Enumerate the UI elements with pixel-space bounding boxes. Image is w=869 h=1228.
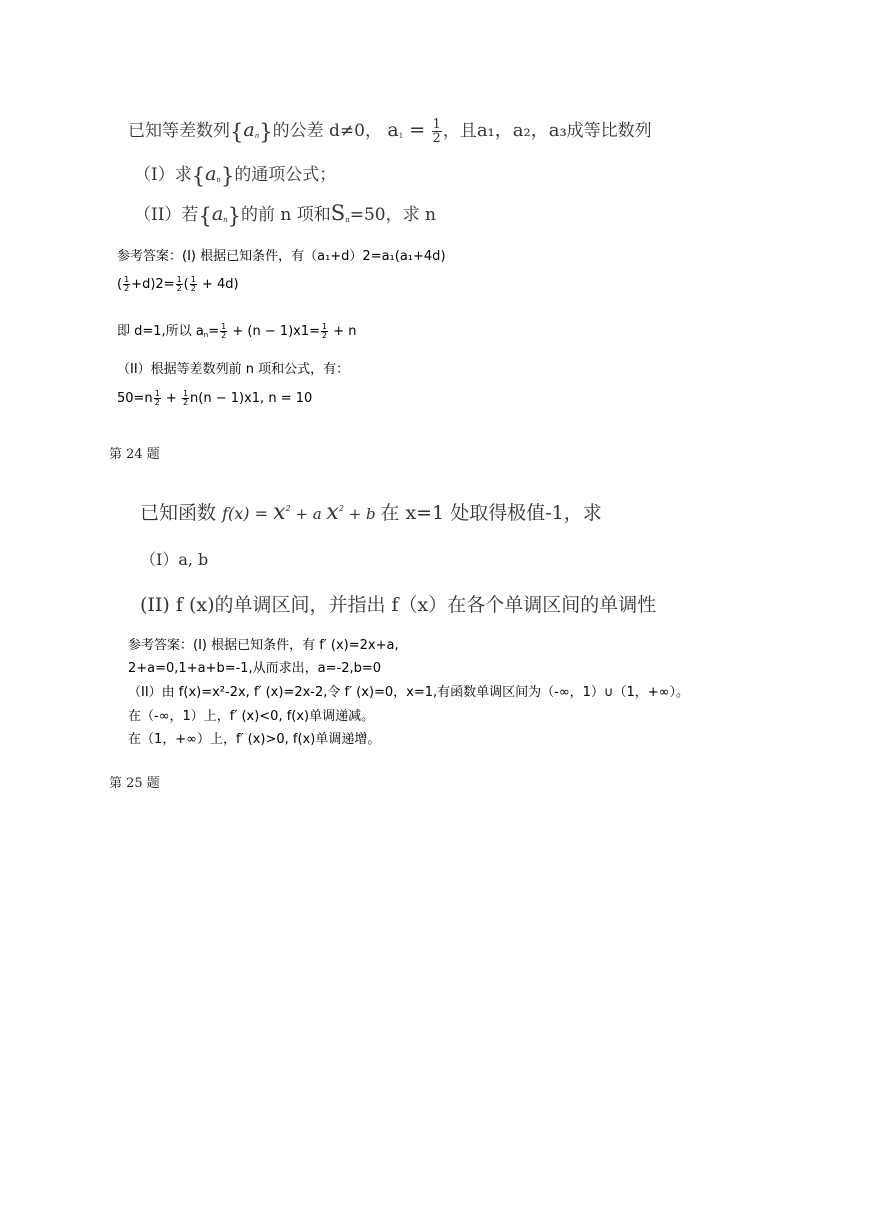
q23-stem — [128, 116, 652, 145]
q23-part2-label: （II）若 — [134, 205, 199, 225]
brace-close: } — [220, 164, 235, 188]
sn-symbol: Sn — [330, 201, 350, 225]
x-squared-term: $x^2$ — [273, 500, 291, 525]
fraction: $\frac{1}{2}$ — [154, 389, 160, 407]
q24-part2: (II) f (x)的单调区间，并指出 f（x）在各个单调区间的单调性 — [140, 594, 657, 616]
q23-stem-tail: ，且 — [442, 121, 477, 141]
brace-close: } — [259, 120, 273, 144]
q23-answer-line4: （II）根据等差数列前 n 项和公式，有： — [117, 362, 350, 377]
question-24-heading: 第 24 题 — [109, 447, 160, 462]
q23-part1 — [134, 160, 336, 188]
fraction: $\frac{1}{2}$ — [182, 389, 189, 407]
q24-answer-line4: 在（-∞，1）上，f′ (x)<0, f(x)单调递减。 — [128, 709, 375, 724]
q24-stem-tail: 在 x=1 处取得极值-1，求 — [380, 502, 602, 524]
q23-stem-mid: 的公差 d≠0， — [272, 121, 382, 141]
fx-label: f(x) = — [222, 504, 274, 523]
q24-answer-line1: 参考答案：(I) 根据已知条件，有 f′ (x)=2x+a, — [128, 638, 399, 653]
q23-part1-end: 的通项公式； — [234, 165, 337, 185]
brace-open: { — [198, 204, 212, 228]
q24-stem-prefix: 已知函数 — [140, 502, 217, 524]
q23-stem-end: 成等比数列 — [566, 121, 652, 141]
q23-answer-line2: ( $\frac{1}{2}$ +d)2= $\frac{1}{2}$ ( $\frac{1}{2}$ + 4d) — [117, 275, 239, 293]
q24-answer-line3: （II）由 f(x)=x²-2x, f′ (x)=2x-2,令 f′ (x)=0，x=1,有函数单调区间为（-∞，1）∪（1，+∞）。 — [128, 685, 689, 700]
q23-answer-line3: 即 d=1,所以 an= $\frac{1}{2}$ + (n − 1)x1= $\frac{1}{2}$ + n — [117, 322, 357, 340]
q24-answer-line2: 2+a=0,1+a+b=-1,从而求出，a=-2,b=0 — [128, 661, 382, 676]
x-squared-term: $x^2$ — [326, 500, 344, 525]
fraction: $\frac{1}{2}$ — [176, 275, 182, 293]
brace-open: { — [230, 120, 244, 144]
seq-an-symbol: an — [211, 203, 228, 225]
q23-answer-line5: 50=n $\frac{1}{2}$ + $\frac{1}{2}$ n(n − 1)x1, n = 10 — [117, 389, 313, 407]
q23-part1-label: （I）求 — [134, 165, 192, 185]
q23-part2-mid: 的前 n 项和 — [241, 205, 331, 225]
fraction: $\frac{1}{2}$ — [221, 322, 227, 340]
q23-seq-terms: a₁，a₂，a₃ — [476, 120, 567, 141]
question-25-heading: 第 25 题 — [109, 776, 160, 791]
q23-part2-end: =50，求 n — [349, 205, 436, 225]
q24-part1: （I）a, b — [140, 550, 209, 569]
q24-answer-line5: 在（1，+∞）上，f′ (x)>0, f(x)单调递增。 — [128, 732, 381, 747]
plus-a: + a — [290, 505, 327, 523]
q23-part2 — [134, 200, 436, 228]
brace-close: } — [227, 204, 242, 228]
fraction: $\frac{1}{2}$ — [124, 275, 130, 293]
one-half-fraction: $\frac{1}{2}$ — [432, 117, 441, 146]
q24-stem — [140, 498, 602, 525]
seq-an-symbol: an — [205, 163, 221, 185]
a1-term: a1 = — [387, 119, 426, 141]
q23-answer-line1: 参考答案：(I) 根据已知条件，有（a₁+d）2=a₁(a₁+4d) — [117, 249, 446, 264]
fraction: $\frac{1}{2}$ — [322, 322, 328, 340]
plus-b: + b — [343, 505, 381, 523]
brace-open: { — [191, 164, 206, 188]
q23-stem-prefix: 已知等差数列 — [128, 121, 230, 141]
fraction: $\frac{1}{2}$ — [190, 275, 196, 293]
seq-an-symbol: an — [243, 119, 260, 141]
